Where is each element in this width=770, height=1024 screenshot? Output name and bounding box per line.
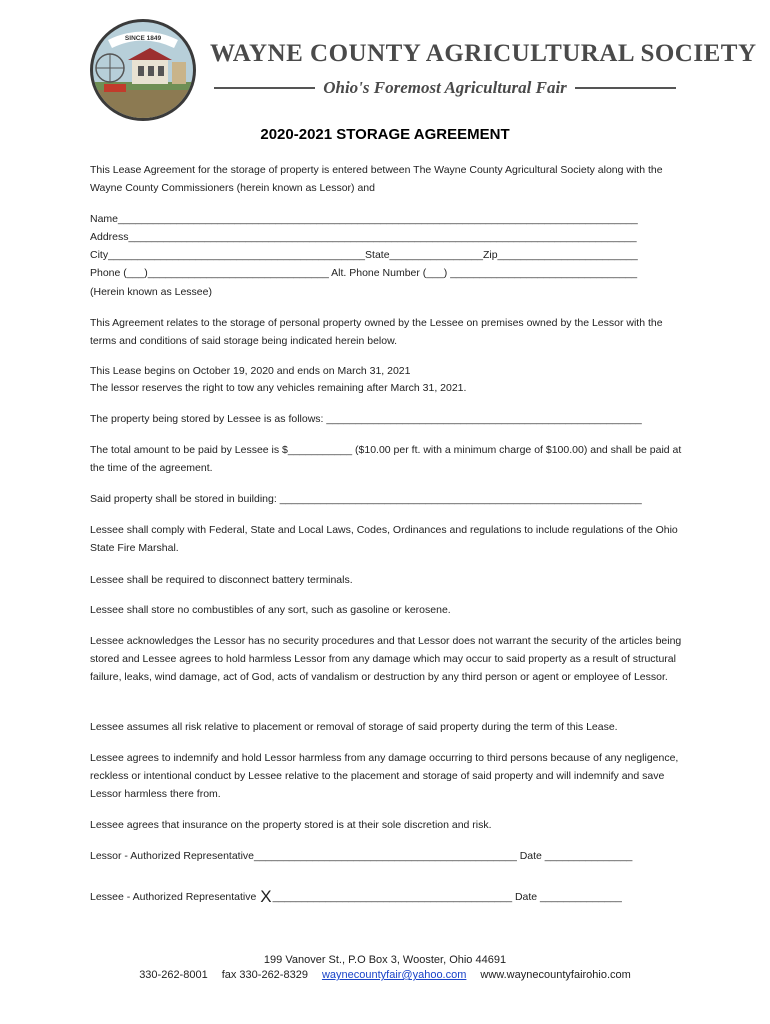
total-amount-paragraph[interactable]: The total amount to be paid by Lessee is $___________ ($10.00 per ft. with a minimum charge of $100.00) and shall be paid at the time of the agreement. [90,444,682,474]
relates-paragraph: This Agreement relates to the storage of personal property owned by the Lessee on premises owned by the Lessor with the terms and conditions of said storage being indicated herein below. [90,317,663,347]
lessee-signature-label: Lessee - Authorized Representative [90,891,257,903]
footer [0,954,770,981]
tagline-rule-left [214,87,315,89]
security-paragraph: Lessee acknowledges the Lessor has no security procedures and that Lessor does not warrant the security of the articles being stored and Lessee agrees to hold harmless Lessor from any damage which may occur to said property as a result of structural failure, leaks, wind damage, act of God, acts of vandalism or destruction by any third person or agent or employee of Lessor. [90,635,682,683]
comply-paragraph: Lessee shall comply with Federal, State and Local Laws, Codes, Ordinances and regulations to include regulations of the Ohio State Fire Marshal. [90,524,678,554]
lessee-signature-line[interactable] [90,886,690,908]
address-field[interactable]: Address_______________________________________________________________________________________ [90,231,637,243]
lease-dates: This Lease begins on October 19, 2020 and ends on March 31, 2021 [90,365,411,377]
tagline-row [214,76,676,100]
insurance-paragraph: Lessee agrees that insurance on the property stored is at their sole discretion and risk. [90,819,492,831]
risk-paragraph: Lessee assumes all risk relative to placement or removal of storage of said property during the term of this Lease. [90,721,618,733]
signature-x-mark: X [260,887,272,906]
footer-website[interactable]: www.waynecountyfairohio.com [480,969,631,981]
indemnify-paragraph: Lessee agrees to indemnify and hold Lessor harmless from any damage occurring to third persons because of any negligence, reckless or intentional conduct by Lessee relative to the placement and storage of said property and will indemnify and save Lessor harmless there from. [90,752,679,800]
agreement-title: 2020-2021 STORAGE AGREEMENT [260,126,510,143]
footer-address: 199 Vanover St., P.O Box 3, Wooster, Ohio 44691 [263,954,507,966]
footer-fax: fax 330-262-8329 [221,969,308,981]
intro-paragraph: This Lease Agreement for the storage of property is entered between The Wayne County Agricultural Society along with the Wayne County Commissioners (herein known as Lessor) and [90,164,663,194]
tagline-rule-right [575,87,676,89]
city-state-zip-field[interactable]: City____________________________________________State________________Zip________________________ [90,249,638,261]
organization-name: WAYNE COUNTY AGRICULTURAL SOCIETY [210,40,757,67]
property-stored-field[interactable]: The property being stored by Lessee is as follows: ______________________________________________________ [90,413,642,425]
logo-since-text: SINCE 1849 [124,35,162,42]
combustibles-paragraph: Lessee shall store no combustibles of any sort, such as gasoline or kerosene. [90,604,451,616]
name-field[interactable]: Name_________________________________________________________________________________________ [90,213,638,225]
building-field[interactable]: Said property shall be stored in building: ______________________________________________________________ [90,493,642,505]
footer-phone: 330-262-8001 [139,969,208,981]
lessee-note: (Herein known as Lessee) [90,286,212,298]
phone-field[interactable]: Phone (___)_______________________________ Alt. Phone Number (___) ________________________________ [90,267,638,279]
footer-email-link[interactable]: waynecountyfair@yahoo.com [321,969,467,981]
battery-paragraph: Lessee shall be required to disconnect battery terminals. [90,574,353,586]
fair-logo [88,18,198,122]
tagline: Ohio's Foremost Agricultural Fair [323,78,567,97]
footer-contacts [0,969,770,981]
lessee-signature-blank[interactable]: _________________________________________ Date ______________ [272,891,622,903]
lessor-signature-line[interactable]: Lessor - Authorized Representative_____________________________________________ Date _______________ [90,850,633,862]
tow-notice: The lessor reserves the right to tow any vehicles remaining after March 31, 2021. [90,382,467,394]
